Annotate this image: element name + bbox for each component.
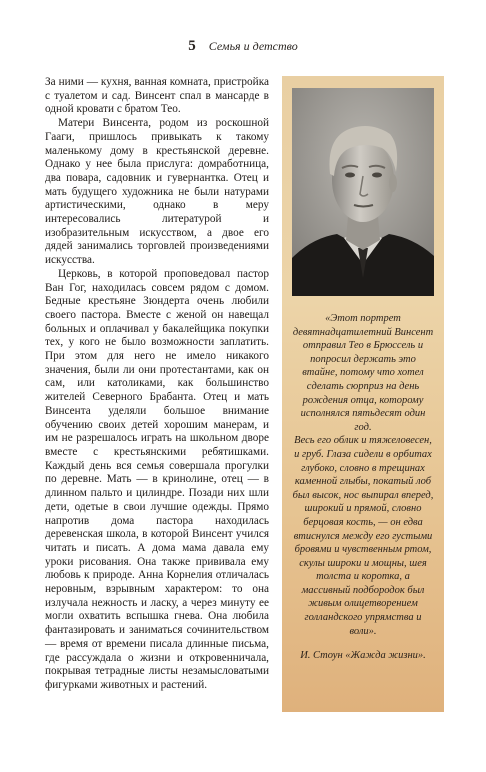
page-number: 5 <box>188 38 196 54</box>
quote-block <box>292 312 434 663</box>
quote-paragraph-2: Весь его облик и тяжеловесен, и груб. Глаза сидели в орбитах глубоко, словно в трещинах каменной глыбы, покатый лоб был высок, нос выпирал вперед, широкий и прямой, словно берцовая кость, — он едва втиснулся между его густыми бровями и чувственным ртом, скулы широки и мощны, шея толста и коротка, а массивный подбородок был живым олицетворением голландского упрямства и воли». <box>292 435 434 637</box>
sidebar-panel <box>282 76 444 712</box>
portrait-image <box>292 88 434 296</box>
paragraph-3: Церковь, в которой проповедовал пастор Ван Гог, находилась совсем рядом с домом. Бедные крестьяне Зюндерта очень любили своего пастора. Вместе с женой он навещал больных и оплачивал у бакалейщика покупки тех, у кого не было возможности заплатить. При этом для него не имело никакого значения, были ли они протестантами, как он сам, или католиками, как большинство жителей Северного Брабанта. Отец и мать Винсента уделяли большое внимание обучению своих детей хорошим манерам, и им не разрешалось играть на школьном дворе вместе с крестьянскими ребятишками. Каждый день вся семья совершала прогулки по деревне. Мать — в кринолине, отец — в длинном пальто и цилиндре. Позади них шли дети, одетые в свои лучшие одежды. Прямо напротив дома пастора находилась деревенская школа, в которой Винсент учился читать и писать. А дома мама давала ему уроки рисования. Она также прививала ему любовь к природе. Анна Корнелия отличалась неровным, взрывным характером: то она излучала нежность и ласку, а через минуту ее могли охватить вспышка гнева. Она любила фантазировать и заниматься сочинительством — время от времени писала длинные письма, где рассуждала о жизни и откровенничала, покрывая тетрадные листы незамысловатыми фигурками животных и растений. <box>45 267 269 691</box>
chapter-title: Семья и детство <box>208 39 298 53</box>
paragraph-1: За ними — кухня, ванная комната, пристройка с туалетом и сад. Винсент спал в мансарде в одной кровати с братом Тео. <box>45 76 269 116</box>
paragraph-2: Матери Винсента, родом из роскошной Гааги, пришлось привыкать к такому маленькому дому в крестьянской деревне. Однако у нее была прислуга: домработница, два повара, садовник и гувернантка. Отец и мать будущего художника не были натурами артистическими, однако в меру интересовались литературой и изобразительным искусством, а двое его дядей занимались торговлей произведениями искусства. <box>45 117 269 267</box>
main-text-column <box>45 76 269 693</box>
quote-attribution: И. Стоун «Жажда жизни». <box>300 650 426 662</box>
portrait-photo <box>292 88 434 296</box>
running-header <box>0 38 486 55</box>
quote-paragraph-1: «Этот портрет девятнадцатилетний Винсент отправил Тео в Брюссель и попросил держать это втайне, потому что хотел сделать сюрприз на день рождения отца, которому исполнялся пятьдесят один год. <box>292 313 434 433</box>
